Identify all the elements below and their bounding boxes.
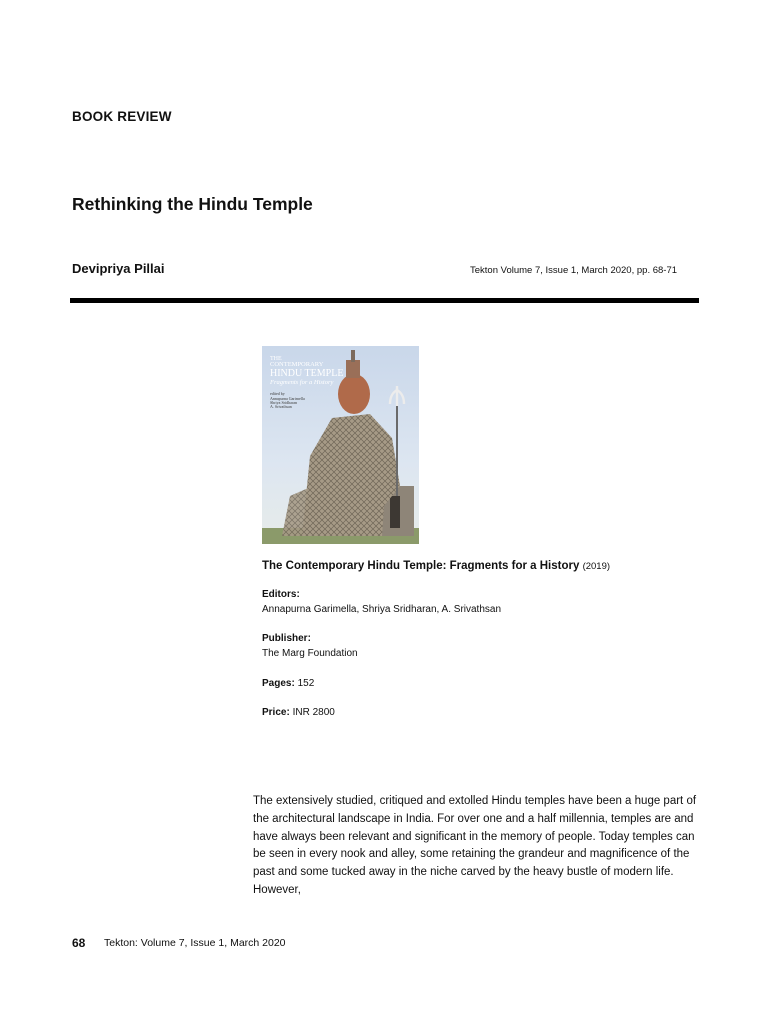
- editors-value: Annapurna Garimella, Shriya Sridharan, A. Srivathsan: [262, 604, 502, 615]
- cover-editor-3: A. Srivathsan: [270, 403, 292, 409]
- publisher-label: Publisher:: [262, 633, 311, 644]
- pages-line: [262, 678, 314, 689]
- body-paragraph: The extensively studied, critiqued and extolled Hindu temples have been a huge part of the architectural landscape in India. For over one and a half millennia, temples are and have always been relevant and significant in the memory of people. Today temples can be seen in every nook and alley, some retaining the grandeur and magnificence of the past and some tucked away in the niche carved by the heavy bustle of modern life. However,: [253, 795, 697, 896]
- section-label: BOOK REVIEW: [72, 109, 172, 124]
- book-cover-image: [262, 346, 419, 544]
- header-rule: [70, 298, 699, 303]
- cover-line-contemporary: CONTEMPORARY: [270, 361, 324, 369]
- cover-line-the: THE: [270, 356, 282, 362]
- cover-editor-1: Annapurna Garimella: [270, 395, 305, 401]
- footer-journal: Tekton: Volume 7, Issue 1, March 2020: [104, 937, 286, 949]
- citation: Tekton Volume 7, Issue 1, March 2020, pp. 68-71: [470, 265, 678, 276]
- book-title-line: [262, 560, 610, 572]
- book-title: The Contemporary Hindu Temple: Fragments for a History: [262, 560, 580, 572]
- book-year: (2019): [582, 561, 611, 572]
- price-value: INR 2800: [292, 707, 335, 718]
- pages-value: 152: [297, 678, 315, 689]
- article-title: Rethinking the Hindu Temple: [72, 194, 313, 214]
- cover-edited-by: edited by: [270, 391, 285, 397]
- cover-line-hindu-temple: HINDU TEMPLE: [270, 368, 344, 380]
- pages-label: Pages:: [262, 678, 295, 689]
- price-label: Price:: [262, 707, 290, 718]
- cover-editor-2: Shriya Sridharan: [270, 399, 297, 405]
- publisher-value: The Marg Foundation: [262, 648, 358, 659]
- price-line: [262, 707, 335, 718]
- editors-label: Editors:: [262, 589, 300, 600]
- author-name: Devipriya Pillai: [72, 261, 165, 276]
- footer-page-number: 68: [72, 936, 86, 950]
- cover-subtitle: Fragments for a History: [270, 378, 334, 386]
